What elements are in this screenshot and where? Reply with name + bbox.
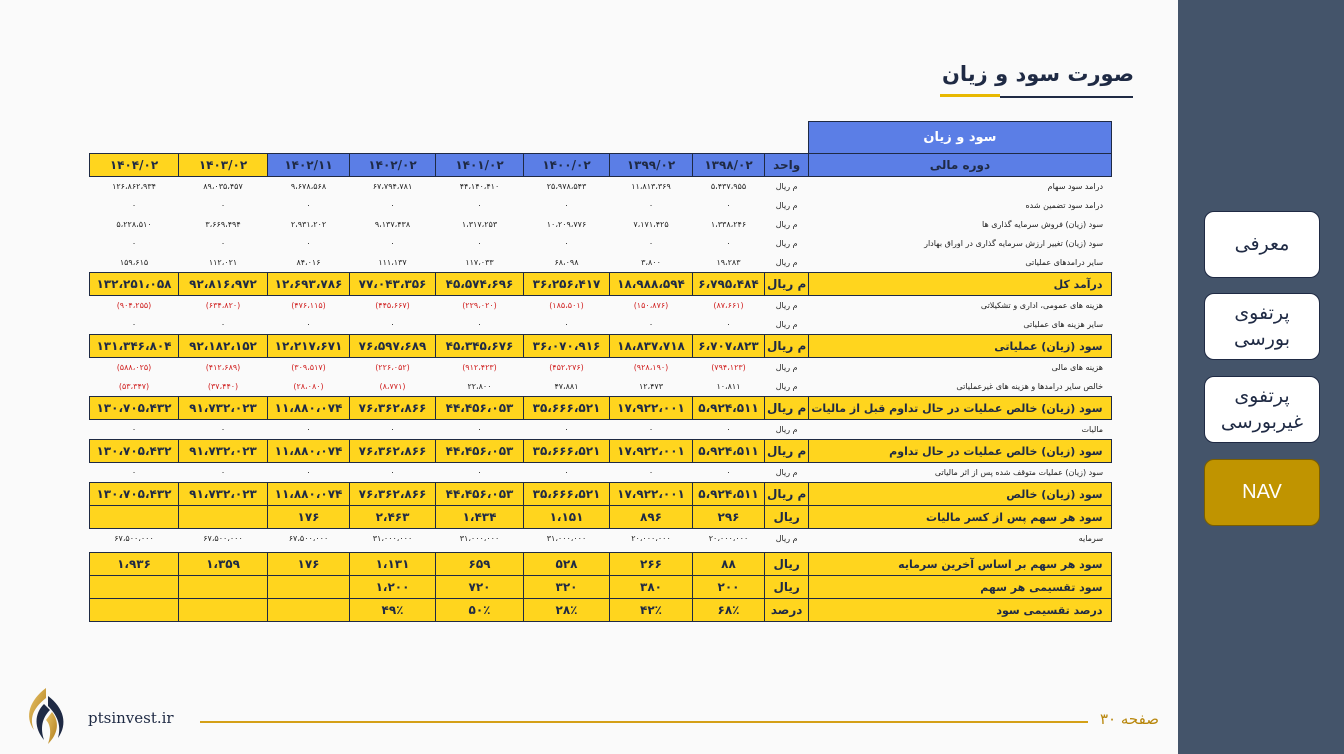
value-cell: ۱،۳۱۷،۲۵۳ <box>461 220 498 229</box>
value-cell: ۰ <box>477 239 482 248</box>
value-cell: ۱۸،۹۸۸،۵۹۴ <box>610 273 693 296</box>
value-cell: ۷۶،۵۹۷،۶۸۹ <box>350 335 436 358</box>
value-cell: ۳۲۰ <box>524 576 610 599</box>
unit-cell: م ریال <box>765 397 809 420</box>
row-label: سود (زیان) عملیات متوقف شده پس از اثر مالیاتی <box>934 468 1104 477</box>
value-cell: ۱۸،۸۳۷،۷۱۸ <box>610 335 693 358</box>
value-cell: ۰ <box>477 425 482 434</box>
value-cell: ۶،۷۰۷،۸۲۳ <box>693 335 765 358</box>
table-row <box>90 196 1112 215</box>
value-cell: ۱،۴۳۴ <box>436 506 524 529</box>
value-cell: ۱،۳۵۹ <box>179 553 268 576</box>
value-cell: ۳۵،۶۶۶،۵۲۱ <box>524 483 610 506</box>
value-cell: (۴۷۶،۱۱۵) <box>291 301 326 310</box>
value-cell: (۹۲۸،۱۹۰) <box>633 363 669 372</box>
value-cell: ۱۷۶ <box>268 506 350 529</box>
unit-cell: م ریال <box>765 273 809 296</box>
value-cell: ۶۷،۷۹۴،۷۸۱ <box>372 182 413 191</box>
value-cell: ۴۵،۵۷۴،۶۹۶ <box>436 273 524 296</box>
value-cell: (۴۱۲،۶۸۹) <box>205 363 241 372</box>
value-cell: ۶۷،۵۰۰،۰۰۰ <box>114 534 154 543</box>
unit-cell: م ریال <box>775 182 798 191</box>
value-cell: ۱۱،۸۸۰،۰۷۴ <box>268 483 350 506</box>
value-cell: ۱۷،۹۲۲،۰۰۱ <box>610 397 693 420</box>
value-cell: ۲۲،۸۰۰ <box>467 382 492 391</box>
summary-row <box>90 397 1112 420</box>
value-cell: ۱۳۰،۷۰۵،۴۳۲ <box>90 440 179 463</box>
period-header: ۱۴۰۳/۰۲ <box>179 154 268 177</box>
table-row <box>90 253 1112 273</box>
row-label: درامد سود سهام <box>1047 182 1104 191</box>
value-cell: ۶۸،۰۹۸ <box>554 258 579 267</box>
row-label: درآمد کل <box>809 273 1111 296</box>
value-cell: ۴۵،۳۴۵،۶۷۶ <box>436 335 524 358</box>
value-cell: ۳،۸۰۰ <box>641 258 661 267</box>
unit-cell: م ریال <box>775 220 798 229</box>
row-label: سود (زیان) تغییر ارزش سرمایه گذاری در اوراق بهادار <box>924 239 1104 248</box>
value-cell: ۷۲۰ <box>436 576 524 599</box>
value-cell: ۰ <box>306 468 311 477</box>
value-cell: ۰ <box>726 468 731 477</box>
value-cell: ۴۴،۱۴۰،۴۱۰ <box>459 182 500 191</box>
period-header: ۱۴۰۲/۱۱ <box>268 154 350 177</box>
value-cell: (۸،۷۷۱) <box>379 382 406 391</box>
table-title: سود و زیان <box>809 122 1111 154</box>
value-cell: ۵،۹۲۴،۵۱۱ <box>693 440 765 463</box>
value-cell: ۲،۴۶۳ <box>350 506 436 529</box>
value-cell: (۳۰۹،۵۱۷) <box>291 363 326 372</box>
row-label: سود (زیان) عملیاتی <box>809 335 1111 358</box>
value-cell: (۴۵۲،۲۷۶) <box>549 363 584 372</box>
value-cell: ۰ <box>220 320 226 329</box>
value-cell: ۰ <box>564 239 569 248</box>
summary-row <box>90 483 1112 506</box>
value-cell: ۲۰،۰۰۰،۰۰۰ <box>708 534 749 543</box>
unit-cell: ریال <box>765 553 809 576</box>
value-cell: ۰ <box>726 201 731 210</box>
value-cell: ۴۹٪ <box>350 599 436 622</box>
unit-cell: م ریال <box>775 468 798 477</box>
table-row <box>90 177 1112 197</box>
title-underline <box>1000 96 1133 98</box>
value-cell: ۰ <box>564 201 569 210</box>
nav-button-nav[interactable]: NAV <box>1204 459 1320 526</box>
value-cell: ۰ <box>726 239 731 248</box>
table-row <box>90 315 1112 335</box>
row-label: سود (زیان) خالص <box>809 483 1111 506</box>
value-cell: ۸۹۶ <box>610 506 693 529</box>
row-label: سایر درامدهای عملیاتی <box>1025 258 1104 267</box>
value-cell: ۴۲٪ <box>610 599 693 622</box>
value-cell: ۰ <box>648 425 654 434</box>
value-cell: ۱،۹۳۶ <box>90 553 179 576</box>
value-cell: ۰ <box>306 239 311 248</box>
unit-cell: م ریال <box>775 320 798 329</box>
value-cell: ۳۸۰ <box>610 576 693 599</box>
table-row <box>90 296 1112 316</box>
value-cell: ۲۶۶ <box>610 553 693 576</box>
summary-row <box>90 506 1112 529</box>
value-cell: ۱۱۱،۱۳۷ <box>378 258 407 267</box>
value-cell: (۱۸۵،۵۰۱) <box>549 301 584 310</box>
unit-cell: م ریال <box>775 239 798 248</box>
value-cell: ۱،۲۰۰ <box>350 576 436 599</box>
value-cell: ۰ <box>390 239 395 248</box>
value-cell: ۱۱۲،۰۲۱ <box>208 258 238 267</box>
value-cell: ۲۰،۰۰۰،۰۰۰ <box>631 534 671 543</box>
nav-button-stock-portfolio[interactable]: پرتفوی بورسی <box>1204 293 1320 360</box>
value-cell: ۰ <box>220 425 226 434</box>
value-cell: ۰ <box>220 201 226 210</box>
value-cell: ۰ <box>564 468 569 477</box>
value-cell: ۱۰،۸۱۱ <box>716 382 741 391</box>
nav-button-intro[interactable]: معرفی <box>1204 211 1320 278</box>
unit-cell: م ریال <box>765 440 809 463</box>
value-cell: ۷،۱۷۱،۴۲۵ <box>633 220 669 229</box>
table-row <box>90 420 1112 440</box>
value-cell: ۹۲،۸۱۶،۹۷۲ <box>179 273 268 296</box>
unit-header: واحد <box>765 154 809 177</box>
row-label: سود هر سهم بر اساس آخرین سرمایه <box>809 553 1111 576</box>
row-label: خالص سایر درامدها و هزینه های غیرعملیاتی <box>956 382 1104 391</box>
value-cell: ۱،۱۳۱ <box>350 553 436 576</box>
row-label: مالیات <box>1081 425 1104 434</box>
value-cell: ۶۷،۵۰۰،۰۰۰ <box>203 534 243 543</box>
period-header: ۱۴۰۲/۰۲ <box>350 154 436 177</box>
value-cell: ۰ <box>220 239 226 248</box>
value-cell: ۱۱،۸۸۰،۰۷۴ <box>268 440 350 463</box>
value-cell: ۵،۲۲۸،۵۱۰ <box>116 220 152 229</box>
value-cell: ۷۶،۳۶۲،۸۶۶ <box>350 397 436 420</box>
value-cell: ۳۵،۶۶۶،۵۲۱ <box>524 397 610 420</box>
value-cell: (۹۰۴،۲۵۵) <box>116 301 152 310</box>
value-cell: ۰ <box>131 320 137 329</box>
value-cell: ۳۱،۰۰۰،۰۰۰ <box>459 534 500 543</box>
value-cell: (۳۷،۴۴۰) <box>207 382 239 391</box>
summary-row <box>90 335 1112 358</box>
value-cell: ۶۸٪ <box>693 599 765 622</box>
value-cell: ۶۷،۵۰۰،۰۰۰ <box>288 534 329 543</box>
unit-cell: ریال <box>765 576 809 599</box>
value-cell: ۵،۹۲۴،۵۱۱ <box>693 483 765 506</box>
row-label: سود (زیان) خالص عملیات در حال تداوم <box>809 440 1111 463</box>
value-cell: ۳۱،۰۰۰،۰۰۰ <box>372 534 413 543</box>
period-header: ۱۳۹۸/۰۲ <box>693 154 765 177</box>
value-cell: (۹۱۲،۴۲۳) <box>462 363 497 372</box>
value-cell: ۳۶،۰۷۰،۹۱۶ <box>524 335 610 358</box>
value-cell: ۰ <box>306 201 311 210</box>
table-row <box>90 529 1112 549</box>
value-cell: ۱۱،۸۸۰،۰۷۴ <box>268 397 350 420</box>
value-cell: ۰ <box>726 425 731 434</box>
value-cell: ۷۷،۰۴۳،۳۵۶ <box>350 273 436 296</box>
value-cell: ۹،۶۷۸،۵۶۸ <box>290 182 327 191</box>
unit-cell: م ریال <box>775 382 798 391</box>
row-label: سرمایه <box>1078 534 1104 543</box>
value-cell: ۶۵۹ <box>436 553 524 576</box>
title-underline-accent <box>940 94 1000 97</box>
value-cell <box>179 599 268 622</box>
value-cell: (۱۵۰،۸۷۶) <box>633 301 669 310</box>
unit-cell: م ریال <box>775 301 798 310</box>
company-logo <box>18 686 74 746</box>
value-cell: (۶۳۴،۸۲۰) <box>205 301 241 310</box>
value-cell: ۱۷،۹۲۲،۰۰۱ <box>610 440 693 463</box>
value-cell: ۰ <box>564 425 569 434</box>
row-label: درامد سود تضمین شده <box>1025 201 1104 210</box>
value-cell: (۵۳،۳۴۷) <box>118 382 150 391</box>
row-label: درصد تقسیمی سود <box>809 599 1111 622</box>
value-cell: ۹۱،۷۳۲،۰۲۳ <box>179 440 268 463</box>
value-cell: ۰ <box>306 320 311 329</box>
period-label: دوره مالی <box>809 154 1111 177</box>
value-cell: ۷۶،۳۶۲،۸۶۶ <box>350 440 436 463</box>
value-cell: ۲۰۰ <box>693 576 765 599</box>
value-cell <box>90 576 179 599</box>
value-cell: ۳۶،۲۵۶،۴۱۷ <box>524 273 610 296</box>
value-cell <box>268 599 350 622</box>
table-row <box>90 215 1112 234</box>
value-cell: ۴۷،۸۸۱ <box>554 382 579 391</box>
value-cell: (۸۷،۶۶۱) <box>713 301 744 310</box>
value-cell: ۲۹۶ <box>693 506 765 529</box>
value-cell: ۲۸٪ <box>524 599 610 622</box>
value-cell: ۵۰٪ <box>436 599 524 622</box>
row-label: هزینه های مالی <box>1051 363 1104 372</box>
value-cell: (۲۸،۰۸۰) <box>293 382 324 391</box>
value-cell: ۱،۱۵۱ <box>524 506 610 529</box>
value-cell: ۰ <box>477 468 482 477</box>
value-cell: ۰ <box>477 201 482 210</box>
value-cell <box>90 599 179 622</box>
value-cell: ۱۷،۹۲۲،۰۰۱ <box>610 483 693 506</box>
value-cell: ۱۳۰،۷۰۵،۴۳۲ <box>90 397 179 420</box>
value-cell: ۹،۱۳۷،۴۳۸ <box>374 220 411 229</box>
value-cell: ۵۲۸ <box>524 553 610 576</box>
value-cell <box>179 506 268 529</box>
summary-row <box>90 440 1112 463</box>
period-header: ۱۴۰۴/۰۲ <box>90 154 179 177</box>
unit-cell: ریال <box>765 506 809 529</box>
value-cell: ۰ <box>648 320 654 329</box>
value-cell: ۵،۹۲۴،۵۱۱ <box>693 397 765 420</box>
value-cell: ۰ <box>131 468 137 477</box>
summary-row <box>90 576 1112 599</box>
unit-cell: م ریال <box>775 201 798 210</box>
value-cell: ۴۴،۴۵۶،۰۵۳ <box>436 397 524 420</box>
nav-button-nonstock-portfolio[interactable]: پرتفوی غیربورسی <box>1204 376 1320 443</box>
value-cell: ۱۲،۴۷۳ <box>638 382 664 391</box>
row-label: هزینه های عمومی، اداری و تشکیلاتی <box>980 301 1104 310</box>
value-cell: ۱۱،۸۱۳،۳۶۹ <box>631 182 671 191</box>
value-cell: ۱۳۱،۳۴۶،۸۰۴ <box>90 335 179 358</box>
value-cell <box>268 576 350 599</box>
value-cell: ۲،۹۳۱،۲۰۲ <box>290 220 327 229</box>
period-header: ۱۳۹۹/۰۲ <box>610 154 693 177</box>
value-cell: ۰ <box>131 239 137 248</box>
value-cell: ۹۲،۱۸۲،۱۵۲ <box>179 335 268 358</box>
value-cell: ۱۳۰،۷۰۵،۴۳۲ <box>90 483 179 506</box>
row-label: سود تقسیمی هر سهم <box>809 576 1111 599</box>
unit-cell: م ریال <box>775 425 798 434</box>
unit-cell: م ریال <box>775 534 798 543</box>
website-url[interactable]: ptsinvest.ir <box>88 709 174 727</box>
summary-row <box>90 553 1112 576</box>
value-cell: ۱۲،۶۹۳،۷۸۶ <box>268 273 350 296</box>
page-number: صفحه ۳۰ <box>1100 710 1159 728</box>
footer-divider <box>200 721 1088 723</box>
value-cell: ۷۶،۳۶۲،۸۶۶ <box>350 483 436 506</box>
unit-cell: م ریال <box>775 258 798 267</box>
table-row <box>90 377 1112 397</box>
value-cell: ۱۵۹،۶۱۵ <box>119 258 149 267</box>
value-cell: ۱۲،۲۱۷،۶۷۱ <box>268 335 350 358</box>
period-header: ۱۴۰۱/۰۲ <box>436 154 524 177</box>
row-label: سایر هزینه های عملیاتی <box>1023 320 1104 329</box>
value-cell: ۰ <box>390 201 395 210</box>
income-statement-table <box>89 121 1112 622</box>
row-label: سود (زیان) فروش سرمایه گذاری ها <box>982 220 1104 229</box>
row-label: سود هر سهم پس از کسر مالیات <box>809 506 1111 529</box>
value-cell: ۰ <box>477 320 482 329</box>
value-cell: ۳۱،۰۰۰،۰۰۰ <box>546 534 587 543</box>
summary-row <box>90 273 1112 296</box>
value-cell: (۲۲۶،۰۵۲) <box>375 363 410 372</box>
table-row <box>90 358 1112 378</box>
value-cell: ۸۴،۰۱۶ <box>296 258 321 267</box>
value-cell: ۰ <box>131 425 137 434</box>
value-cell: (۷۹۴،۱۲۳) <box>711 363 746 372</box>
value-cell: ۰ <box>390 468 395 477</box>
value-cell: ۰ <box>648 468 654 477</box>
value-cell: ۳۵،۶۶۶،۵۲۱ <box>524 440 610 463</box>
value-cell: ۲۵،۹۷۸،۵۴۳ <box>546 182 587 191</box>
value-cell: ۱،۳۳۸،۲۴۶ <box>710 220 747 229</box>
value-cell: ۱۳۲،۲۵۱،۰۵۸ <box>90 273 179 296</box>
value-cell <box>90 506 179 529</box>
value-cell: ۰ <box>306 425 311 434</box>
table-row <box>90 234 1112 253</box>
value-cell: ۰ <box>648 239 654 248</box>
unit-cell: م ریال <box>775 363 798 372</box>
value-cell: ۰ <box>220 468 226 477</box>
value-cell: ۱۱۷،۰۳۳ <box>465 258 494 267</box>
value-cell: ۰ <box>564 320 569 329</box>
value-cell: ۱۲۶،۸۶۲،۹۳۴ <box>112 182 156 191</box>
value-cell: ۹۱،۷۳۲،۰۲۳ <box>179 483 268 506</box>
value-cell: (۴۴۵،۶۶۷) <box>375 301 410 310</box>
summary-row <box>90 599 1112 622</box>
value-cell: ۵،۴۳۷،۹۵۵ <box>710 182 747 191</box>
value-cell: ۳،۶۶۹،۴۹۴ <box>205 220 241 229</box>
value-cell: ۰ <box>390 425 395 434</box>
period-header: ۱۴۰۰/۰۲ <box>524 154 610 177</box>
value-cell: ۱۹،۲۸۳ <box>716 258 741 267</box>
value-cell: ۴۴،۴۵۶،۰۵۳ <box>436 440 524 463</box>
value-cell: ۰ <box>390 320 395 329</box>
page-title: صورت سود و زیان <box>941 62 1134 86</box>
unit-cell: م ریال <box>765 483 809 506</box>
value-cell: (۵۸۸،۰۲۵) <box>116 363 152 372</box>
value-cell: ۸۸ <box>693 553 765 576</box>
value-cell <box>179 576 268 599</box>
value-cell: ۱۷۶ <box>268 553 350 576</box>
value-cell: ۸۹،۰۳۵،۴۵۷ <box>203 182 243 191</box>
value-cell: ۰ <box>648 201 654 210</box>
value-cell: ۶،۷۹۵،۴۸۴ <box>693 273 765 296</box>
row-label: سود (زیان) خالص عملیات در حال تداوم قبل از مالیات <box>809 397 1111 420</box>
value-cell: ۰ <box>131 201 137 210</box>
value-cell: (۲۲۹،۰۲۰) <box>462 301 497 310</box>
table-row <box>90 463 1112 483</box>
value-cell: ۱۰،۲۰۹،۷۷۶ <box>546 220 587 229</box>
value-cell: ۹۱،۷۳۲،۰۲۳ <box>179 397 268 420</box>
value-cell: ۴۴،۴۵۶،۰۵۳ <box>436 483 524 506</box>
unit-cell: درصد <box>765 599 809 622</box>
value-cell: ۰ <box>726 320 731 329</box>
unit-cell: م ریال <box>765 335 809 358</box>
